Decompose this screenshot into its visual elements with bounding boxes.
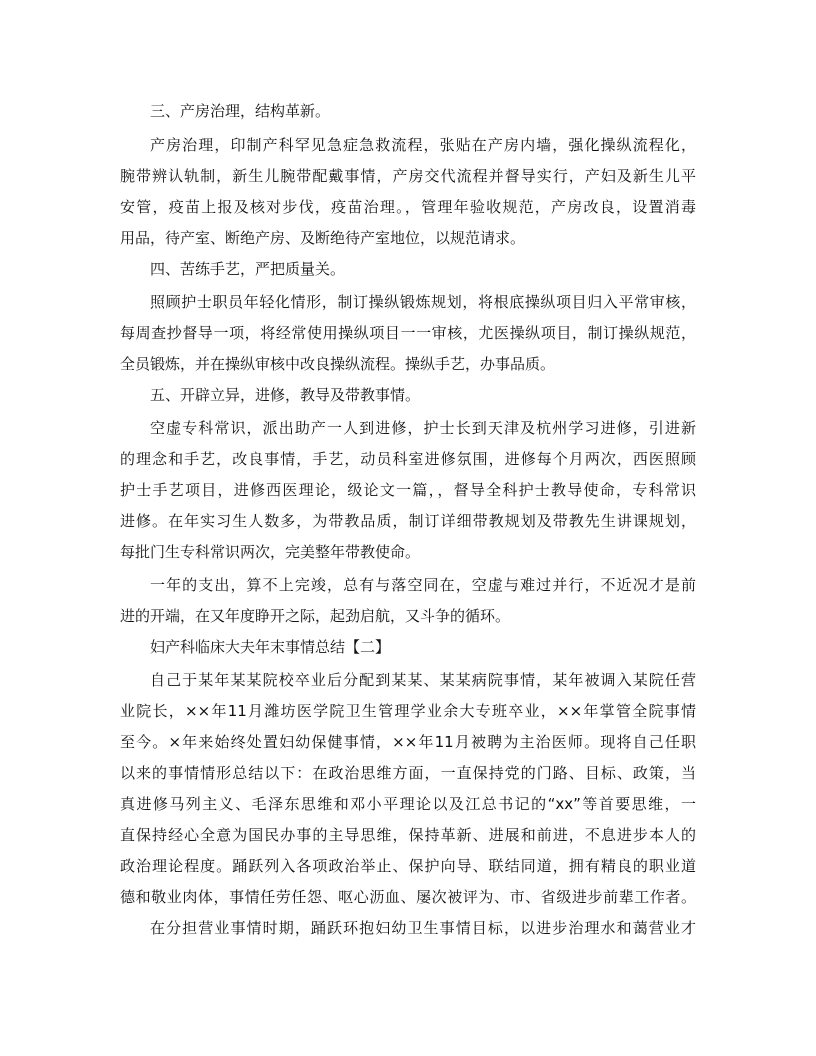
paragraph-line: 进的开端，在又年度睁开之际，起劲启航，又斗争的循环。: [120, 607, 511, 625]
paragraph-line: 政治理论程度。踊跃列入各项政治举止、保护向导、联结同道，拥有精良的职业道: [120, 857, 696, 875]
paragraph-line: 腕带辨认轨制，新生儿腕带配戴事情，产房交代流程并督导实行，产妇及新生儿平: [120, 167, 696, 185]
section-heading-5: 五、开辟立异，进修，教导及带教事情。: [150, 386, 421, 404]
paragraph-line: 在分担营业事情时期，踊跃环抱妇幼卫生事情目标，以进步治理水和蔼营业才: [150, 919, 696, 937]
article-title-2: 妇产科临床大夫年末事情总结【二】: [150, 638, 391, 656]
paragraph-line: 德和敬业肉体，事情任劳任怨、呕心沥血、屡次被评为、市、省级进步前辈工作者。: [120, 888, 696, 906]
paragraph-line: 空虚专科常识，派出助产一人到进修，护士长到天津及杭州学习进修，引进新: [150, 419, 696, 437]
paragraph-line: 进修。在年实习生人数多，为带教品质，制订详细带教规划及带教先生讲课规划，: [120, 512, 696, 530]
section-heading-3: 三、产房治理，结构革新。: [150, 102, 331, 120]
paragraph-line: 以来的事情情形总结以下：在政治思维方面，一直保持党的门路、目标、政策，当: [120, 764, 696, 782]
paragraph-line: 至今。×年来始终处置妇幼保健事情，××年11月被聘为主治医师。现将自己任职: [120, 733, 696, 751]
paragraph-line: 每周查抄督导一项，将经常使用操纵项目一一审核，尤医操纵项目，制订操纵规范，: [120, 324, 696, 342]
paragraph-line: 直保持经心全意为国民办事的主导思维，保持革新、进展和前进，不息进步本人的: [120, 826, 696, 844]
paragraph-line: 全员锻炼，并在操纵审核中改良操纵流程。操纵手艺，办事品质。: [120, 355, 556, 373]
paragraph-line: 业院长，××年11月潍坊医学院卫生管理学业余大专班卒业，××年掌管全院事情: [120, 702, 696, 720]
paragraph-line: 安管，疫苗上报及核对步伐，疫苗治理。，管理年验收规范，产房改良，设置消毒: [120, 198, 696, 216]
paragraph-line: 的理念和手艺，改良事情，手艺，动员科室进修氛围，进修每个月两次，西医照顾: [120, 450, 696, 468]
paragraph-line: 用品，待产室、断绝产房、及断绝待产室地位，以规范请求。: [120, 229, 526, 247]
paragraph-line: 一年的支出，算不上完竣，总有与落空同在，空虚与难过并行，不近况才是前: [150, 576, 696, 594]
paragraph-line: 真进修马列主义、毛泽东思维和邓小平理论以及江总书记的“xx”等首要思维，一: [120, 795, 696, 813]
paragraph-line: 每批门生专科常识两次，完美整年带教使命。: [120, 543, 421, 561]
section-heading-4: 四、苦练手艺，严把质量关。: [150, 260, 346, 278]
paragraph-line: 自己于某年某某院校卒业后分配到某某、某某病院事情，某年被调入某院任营: [150, 671, 696, 689]
paragraph-line: 产房治理，印制产科罕见急症急救流程，张贴在产房内墙，强化操纵流程化，: [150, 136, 696, 154]
paragraph-line: 照顾护士职员年轻化情形，制订操纵锻炼规划，将根底操纵项目归入平常审核，: [150, 293, 696, 311]
paragraph-line: 护士手艺项目，进修西医理论，级论文一篇，，督导全科护士教导使命，专科常识: [120, 481, 696, 499]
